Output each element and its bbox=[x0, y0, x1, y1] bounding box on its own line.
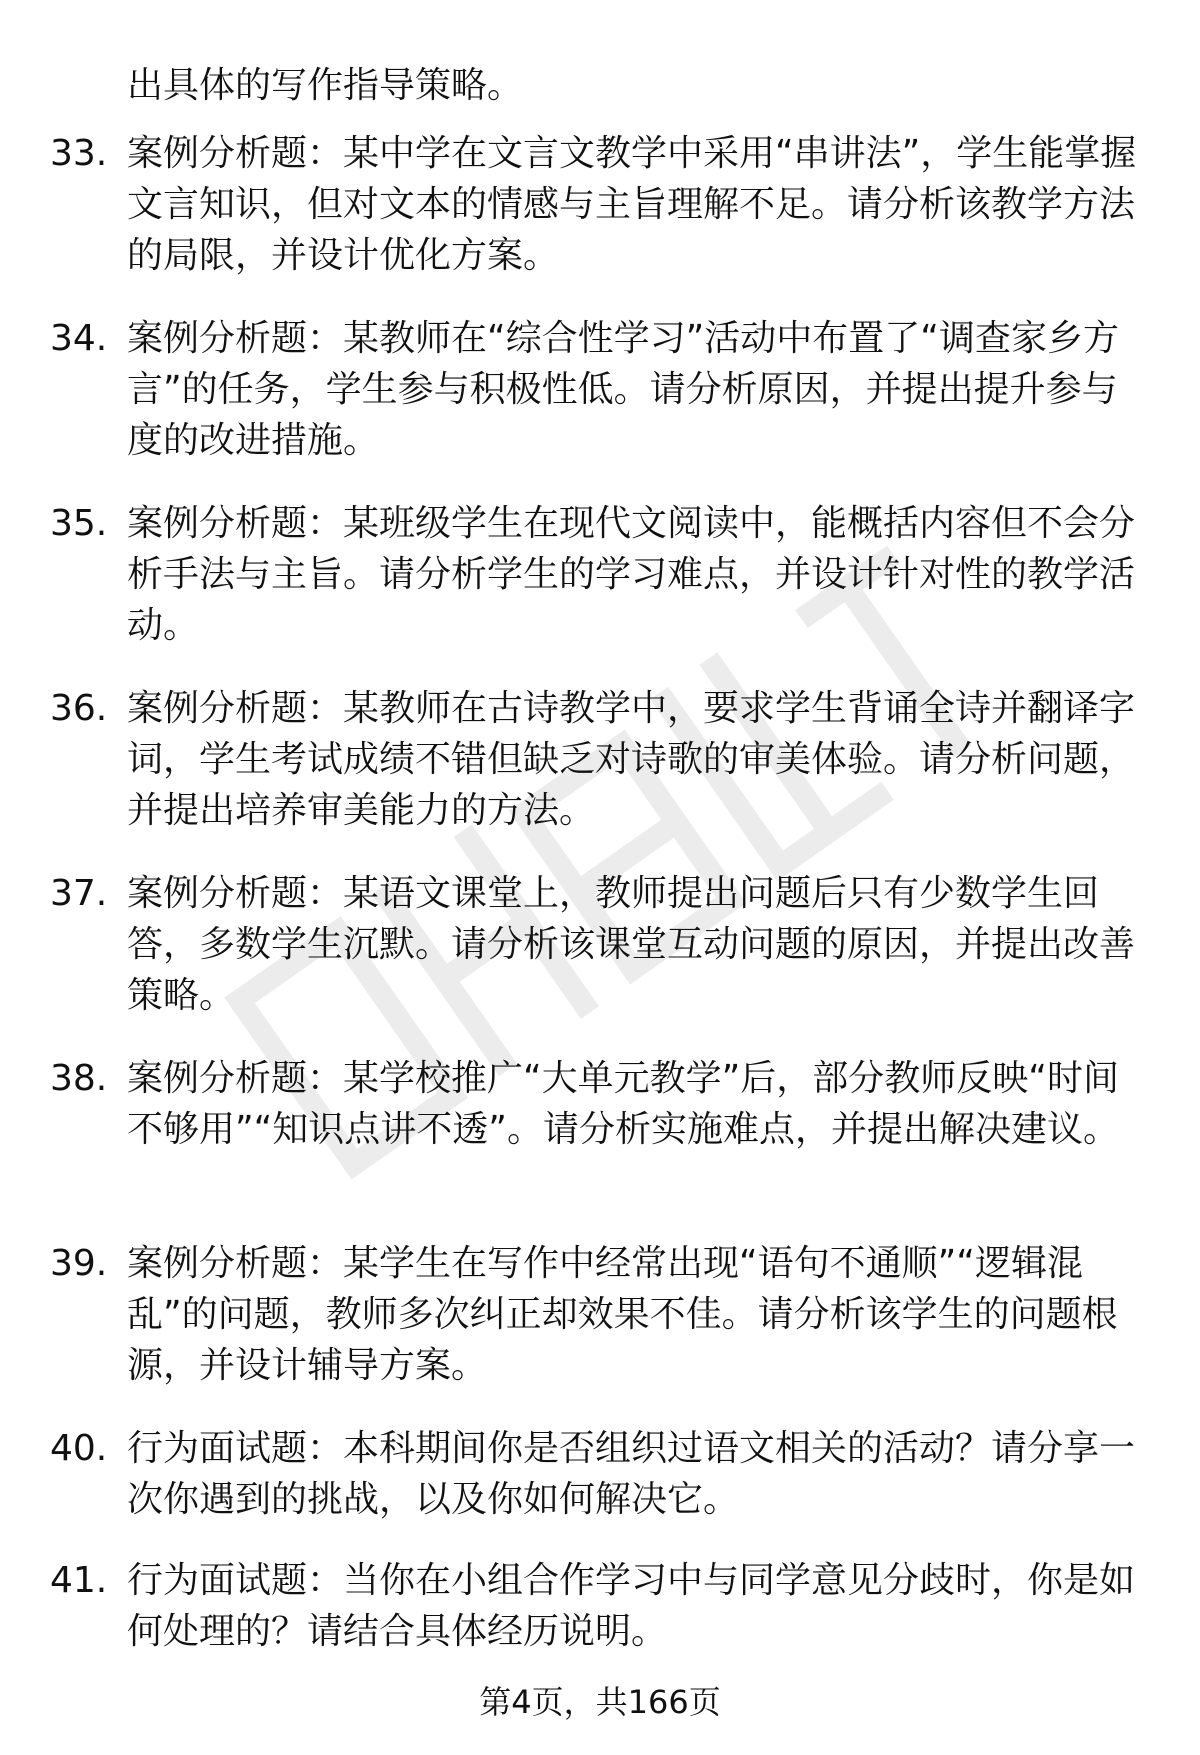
question-number: 40. bbox=[50, 1428, 108, 1469]
question-text: 案例分析题：某学校推广“大单元教学”后，部分教师反映“时间不够用”“知识点讲不透”。请分析实施难点，并提出解决建议。 bbox=[127, 1058, 1119, 1150]
question-text: 案例分析题：某班级学生在现代文阅读中，能概括内容但不会分析手法与主旨。请分析学生的学习难点，并设计针对性的教学活动。 bbox=[127, 503, 1136, 646]
page-footer: 第4页，共166页 bbox=[479, 1683, 721, 1721]
question-text: 案例分析题：某中学在文言文教学中采用“串讲法”，学生能掌握文言知识，但对文本的情感与主旨理解不足。请分析该教学方法的局限，并设计优化方案。 bbox=[127, 133, 1137, 276]
question-text: 行为面试题：本科期间你是否组织过语文相关的活动？请分享一次你遇到的挑战，以及你如何解决它。 bbox=[127, 1428, 1136, 1520]
question-number: 41. bbox=[50, 1560, 108, 1601]
question-number: 39. bbox=[50, 1243, 108, 1284]
question-number: 33. bbox=[50, 133, 108, 174]
question-text: 行为面试题：当你在小组合作学习中与同学意见分歧时，你是如何处理的？请结合具体经历说明。 bbox=[127, 1560, 1136, 1652]
question-number: 36. bbox=[50, 688, 108, 729]
question-number: 38. bbox=[50, 1058, 108, 1099]
question-text: 案例分析题：某语文课堂上，教师提出问题后只有少数学生回答，多数学生沉默。请分析该课堂互动问题的原因，并提出改善策略。 bbox=[127, 873, 1136, 1016]
question-number: 37. bbox=[50, 873, 108, 914]
question-text: 案例分析题：某教师在古诗教学中，要求学生背诵全诗并翻译字词，学生考试成绩不错但缺乏对诗歌的审美体验。请分析问题，并提出培养审美能力的方法。 bbox=[127, 688, 1136, 831]
continuation-text: 出具体的写作指导策略。 bbox=[127, 65, 524, 106]
question-text: 案例分析题：某教师在“综合性学习”活动中布置了“调查家乡方言”的任务，学生参与积极性低。请分析原因，并提出提升参与度的改进措施。 bbox=[127, 318, 1119, 461]
question-number: 35. bbox=[50, 503, 108, 544]
question-text: 案例分析题：某学生在写作中经常出现“语句不通顺”“逻辑混乱”的问题，教师多次纠正却效果不佳。请分析该学生的问题根源，并设计辅导方案。 bbox=[127, 1243, 1118, 1386]
question-number: 34. bbox=[50, 318, 108, 359]
